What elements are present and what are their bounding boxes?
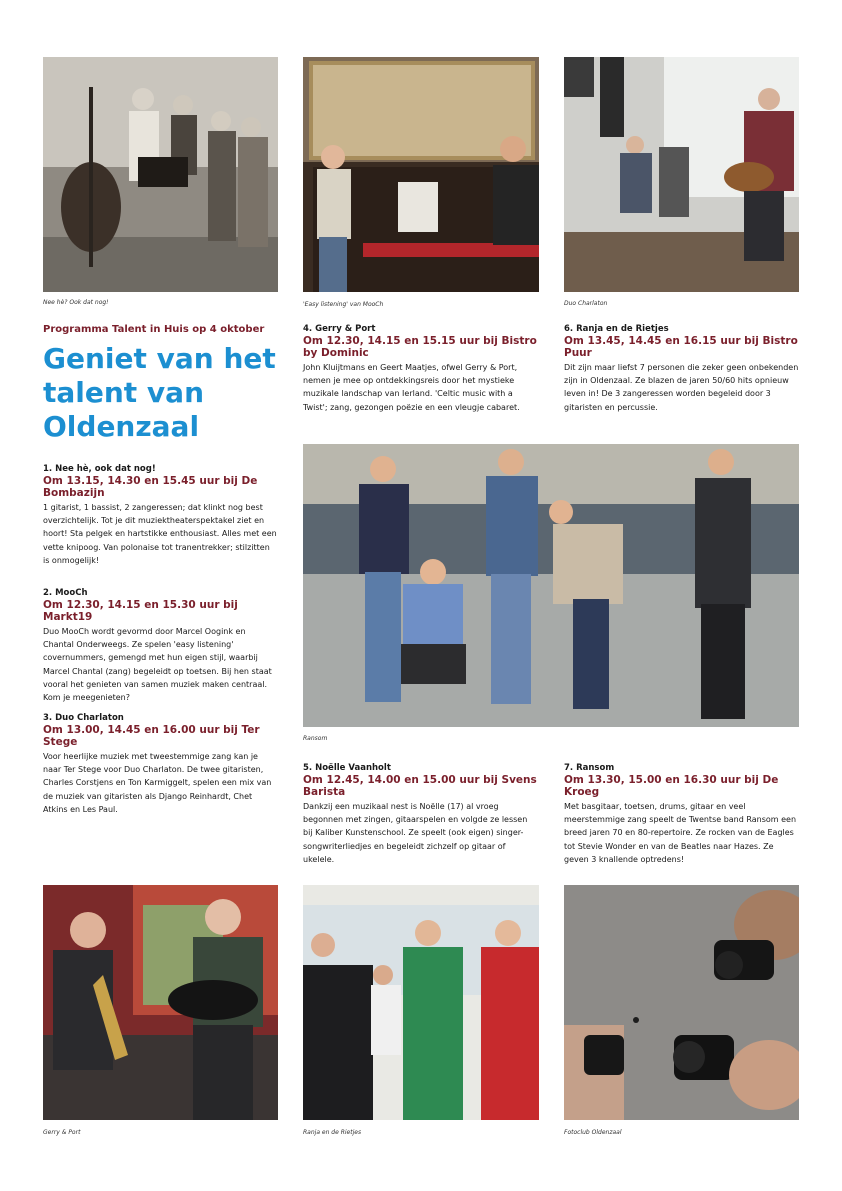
act-3-time: Om 13.00, 14.45 en 16.00 uur bij Ter Stege: [43, 724, 260, 748]
act-2: [43, 588, 278, 704]
page-headline: Geniet van het talent van Oldenzaal: [43, 342, 276, 443]
act-6-title: 6. Ranja en de Rietjes: [564, 324, 669, 334]
photo-mooch: [303, 57, 539, 292]
act-4-desc: John Kluijtmans en Geert Maatjes, ofwel Gerry & Port, nemen je mee op ontdekkingsreis door het mystieke muzikale landschap van Ierland. 'Celtic music with a Twist'; zang, gezongen poëzie en een vleugje cabaret.: [303, 363, 520, 412]
photo-gerry-and-port: [43, 885, 278, 1120]
act-5: [303, 763, 539, 866]
act-7-desc: Met basgitaar, toetsen, drums, gitaar en veel meerstemmige zang speelt de Twentse band Ransom een breed jaren 70 en 80-repertoire. Ze rocken van de Eagles tot Stevie Wonder en van de Beatles naar Hazes. Ze geven 3 knallende optredens!: [564, 802, 797, 864]
photo-nee-he-ook-dat-nog: [43, 57, 278, 292]
caption-photo-8: Ranja en de Rietjes: [303, 1129, 362, 1136]
act-5-title: 5. Noëlle Vaanholt: [303, 763, 391, 773]
act-5-desc: Dankzij een muzikaal nest is Noëlle (17) al vroeg begonnen met zingen, gitaarspelen en volgde ze lessen bij Kaliber Kunstenschool. Ze speelt (ook eigen) singer-songwriterliedjes en begeleidt zichzelf op gitaar of ukelele.: [303, 802, 528, 864]
act-1: [43, 464, 278, 567]
caption-photo-1: Nee hè? Ook dat nog!: [43, 299, 109, 306]
act-6-time: Om 13.45, 14.45 en 16.15 uur bij Bistro Puur: [564, 335, 798, 359]
caption-photo-3: Duo Charlaton: [564, 300, 608, 307]
act-4: [303, 324, 539, 414]
caption-photo-ransom: Ransom: [303, 735, 328, 742]
photo-ranja-en-de-rietjes: [303, 885, 539, 1120]
act-3-title: 3. Duo Charlaton: [43, 713, 124, 723]
photo-duo-charlaton: [564, 57, 799, 292]
act-7: [564, 763, 799, 866]
act-4-time: Om 12.30, 14.15 en 15.15 uur bij Bistro by Dominic: [303, 335, 537, 359]
act-4-title: 4. Gerry & Port: [303, 324, 376, 334]
act-3: [43, 713, 278, 816]
act-5-time: Om 12.45, 14.00 en 15.00 uur bij Svens Barista: [303, 774, 537, 798]
act-3-desc: Voor heerlijke muziek met tweestemmige zang kan je naar Ter Stege voor Duo Charlaton. De twee gitaristen, Charles Corstjens en Ton Karmiggelt, spelen een mix van de muziek van gitaristen als Django Reinhardt, Chet Atkins en Les Paul.: [43, 752, 272, 814]
photo-ransom: [303, 444, 799, 727]
act-7-title: 7. Ransom: [564, 763, 615, 773]
act-2-time: Om 12.30, 14.15 en 15.30 uur bij Markt19: [43, 599, 238, 623]
act-6: [564, 324, 799, 414]
programme-kicker: Programma Talent in Huis op 4 oktober: [43, 324, 265, 335]
act-1-desc: 1 gitarist, 1 bassist, 2 zangeressen; dat klinkt nog best overzichtelijk. Tot je dit muziektheaterspektakel ziet en hoort! Sta pelgek en hartstikke enthousiast. Alles met een vette knipoog. Van polonaise tot tranentrekker; stilzitten is onmogelijk!: [43, 503, 277, 565]
photo-fotoclub-oldenzaal: [564, 885, 799, 1120]
act-6-desc: Dit zijn maar liefst 7 personen die zeker geen onbekenden zijn in Oldenzaal. Ze blazen de jaren 50/60 hits opnieuw leven in! De 3 zangeressen worden begeleid door 3 gitaristen en percussie.: [564, 363, 799, 412]
act-2-desc: Duo MooCh wordt gevormd door Marcel Oogink en Chantal Onderweegs. Ze spelen 'easy listening' covernummers, gemengd met hun eigen stijl, waarbij Marcel Chantal (zang) begeleidt op toetsen. Bij hen staat vooral het genieten van samen muziek maken centraal. Kom je meegenieten?: [43, 627, 272, 703]
caption-photo-7: Gerry & Port: [43, 1129, 81, 1136]
act-7-time: Om 13.30, 15.00 en 16.30 uur bij De Kroeg: [564, 774, 779, 798]
act-1-title: 1. Nee hè, ook dat nog!: [43, 464, 156, 474]
act-2-title: 2. MooCh: [43, 588, 88, 598]
act-1-time: Om 13.15, 14.30 en 15.45 uur bij De Bombazijn: [43, 475, 258, 499]
caption-photo-9: Fotoclub Oldenzaal: [564, 1129, 622, 1136]
caption-photo-2: 'Easy listening' van MooCh: [303, 301, 384, 308]
